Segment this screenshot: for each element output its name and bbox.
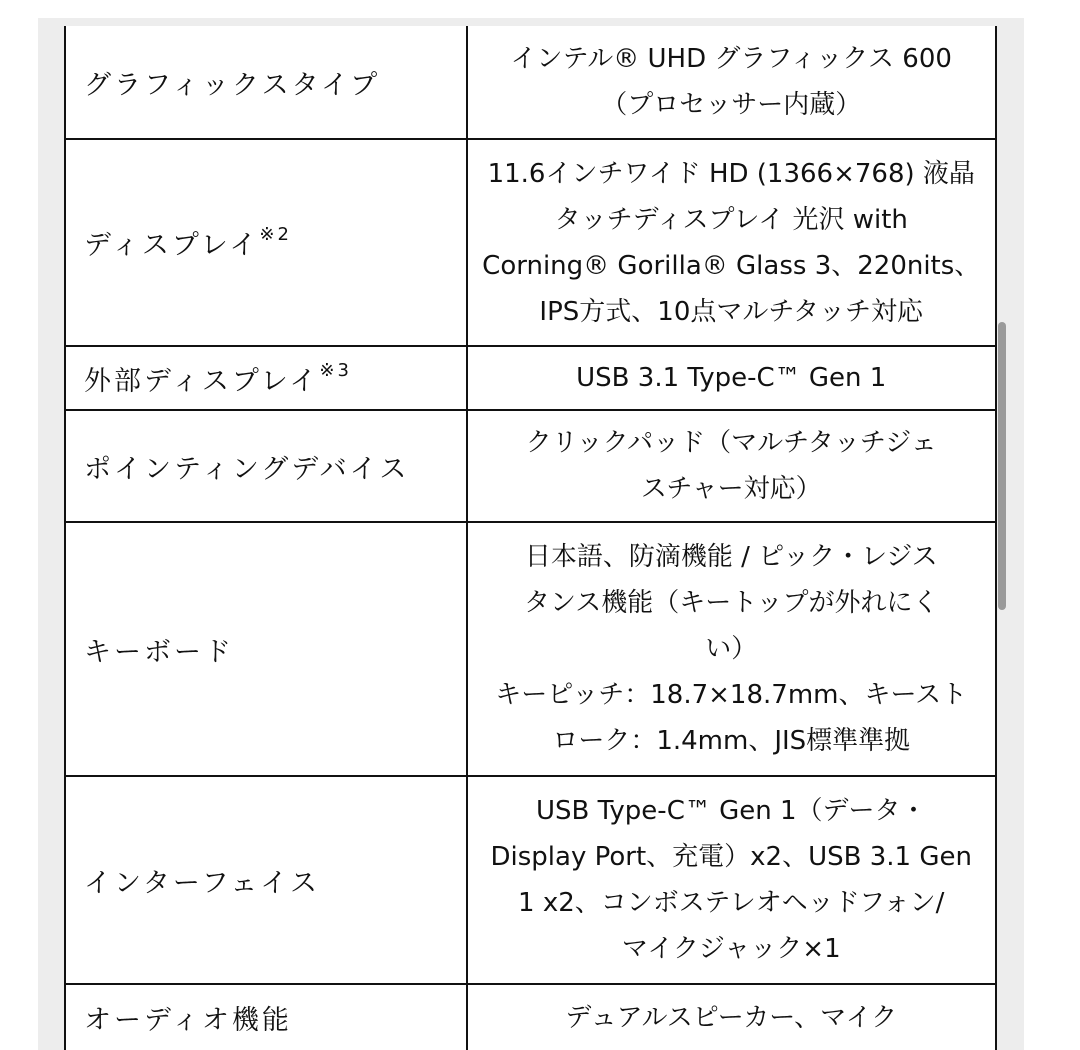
value-line: 1 x2、コンボステレオヘッドフォン/ [518, 888, 945, 918]
table-row-external-display [65, 346, 996, 410]
value-line: Display Port、充電）x2、USB 3.1 Gen [490, 842, 972, 872]
row-label-text: ディスプレイ [84, 230, 260, 261]
table-row-graphics [65, 26, 996, 139]
row-label-text: 外部ディスプレイ [84, 365, 320, 397]
table-row-display [65, 139, 996, 346]
footnote-mark: ※3 [319, 359, 352, 381]
table-row-pointing-device [65, 410, 996, 522]
value-line: い） [705, 634, 758, 664]
footnote-mark: ※2 [259, 224, 292, 245]
row-label [65, 346, 467, 410]
row-label [65, 26, 467, 139]
row-label [65, 776, 467, 984]
value-line: デュアルスピーカー、マイク [565, 1002, 898, 1033]
value-line: スチャー対応） [640, 474, 822, 504]
row-value [467, 984, 997, 1050]
row-value [467, 26, 997, 139]
row-label [65, 410, 467, 522]
value-line: （プロセッサー内蔵） [601, 90, 862, 120]
row-label [65, 139, 467, 346]
row-label [65, 984, 467, 1050]
table-row-interface [65, 776, 996, 984]
value-line: Corning® Gorilla® Glass 3、220nits、 [482, 250, 981, 281]
value-line: クリックパッド（マルチタッチジェ [525, 428, 937, 458]
row-value [467, 522, 997, 776]
value-line: USB Type-C™ Gen 1（データ・ [535, 796, 927, 826]
row-label [65, 522, 467, 776]
value-line: 11.6インチワイド HD (1366×768) 液晶 [487, 158, 975, 189]
row-value [467, 346, 997, 410]
value-line: タンス機能（キートップが外れにく [524, 588, 939, 618]
row-label-text: キーボード [84, 636, 234, 668]
value-line: 日本語、防滴機能 / ピック・レジス [524, 542, 938, 572]
table-row-keyboard [65, 522, 996, 776]
value-line: タッチディスプレイ 光沢 with [554, 204, 908, 235]
row-label-text: インターフェイス [84, 867, 320, 899]
value-line: マイクジャック×1 [621, 934, 841, 964]
scrollbar-thumb[interactable] [998, 322, 1006, 610]
value-line: キーピッチ：18.7×18.7mm、キースト [495, 680, 968, 710]
row-label-text: グラフィックスタイプ [84, 69, 381, 101]
row-label-text: オーディオ機能 [84, 1005, 292, 1036]
top-bar [0, 0, 1080, 18]
row-value [467, 776, 997, 984]
spec-table [64, 26, 997, 1050]
value-line: インテル® UHD グラフィックス 600 [510, 44, 952, 74]
value-line: USB 3.1 Type-C™ Gen 1 [576, 363, 887, 393]
row-label-text: ポインティングデバイス [84, 453, 410, 485]
row-value [467, 139, 997, 346]
value-line: IPS方式、10点マルチタッチ対応 [539, 296, 924, 327]
table-row-audio [65, 984, 996, 1050]
row-value [467, 410, 997, 522]
value-line: ローク：1.4mm、JIS標準準拠 [552, 726, 911, 756]
